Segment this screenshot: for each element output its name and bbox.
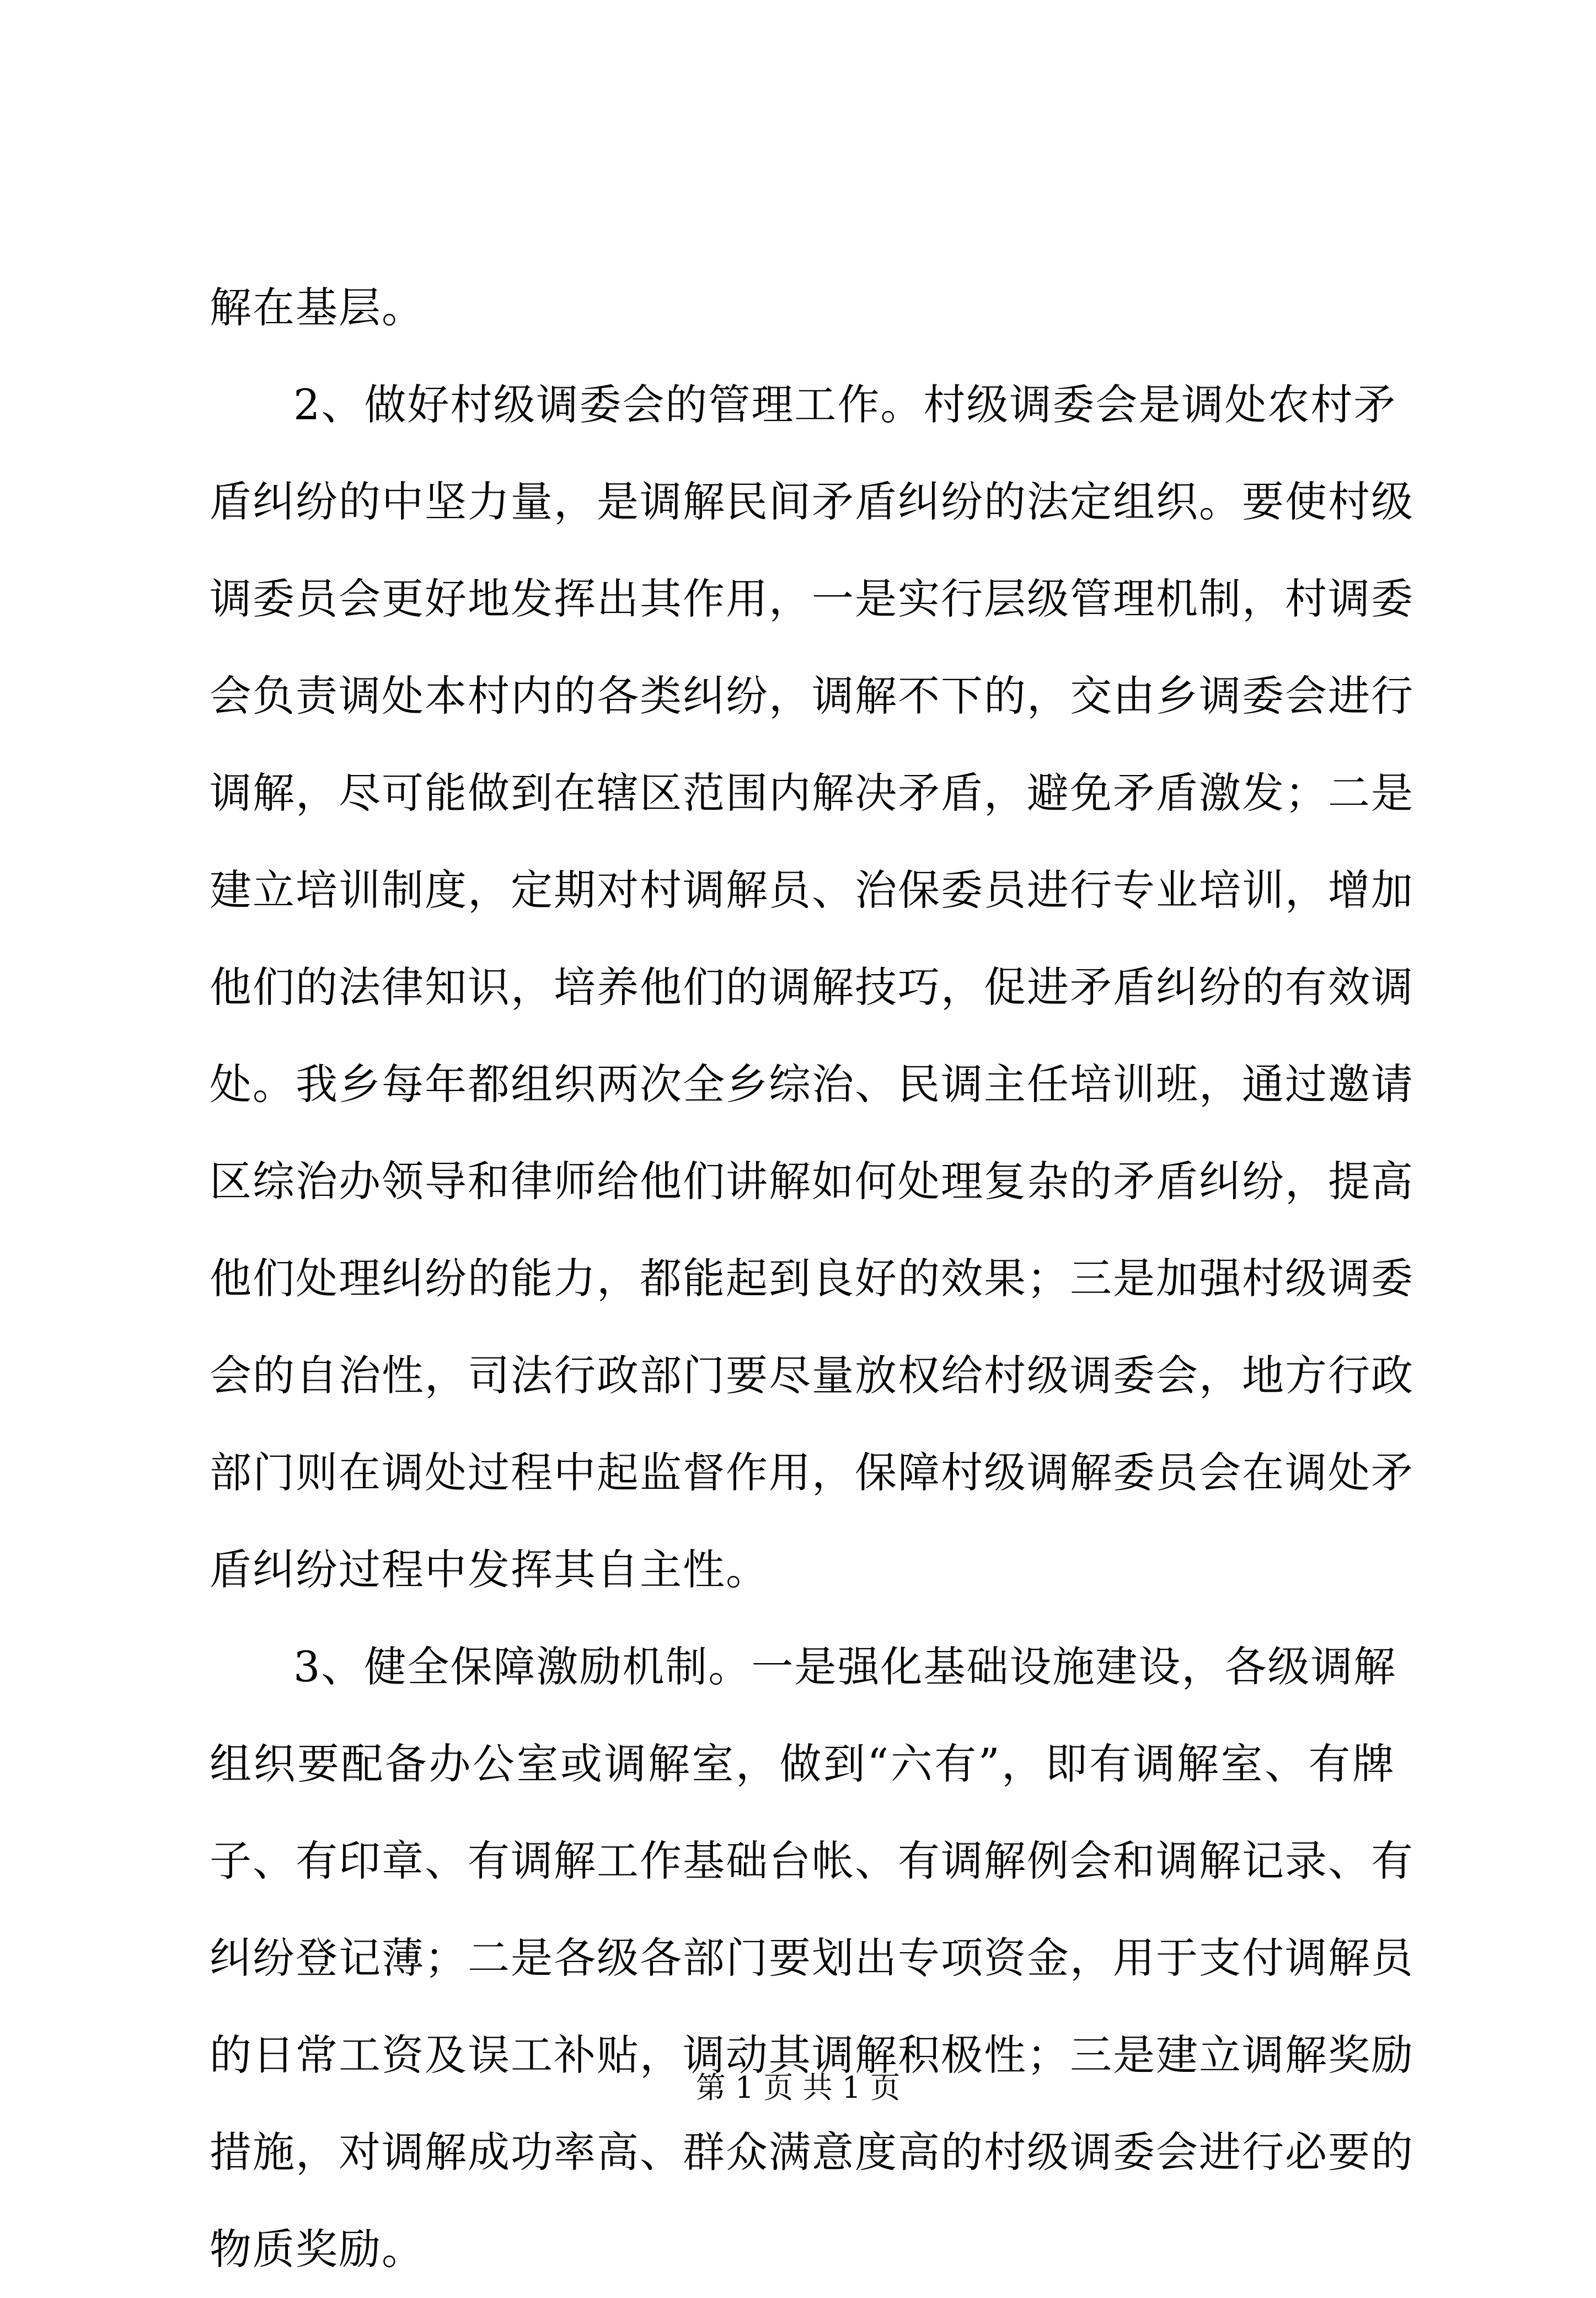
text-line: 纠纷登记薄；二是各级各部门要划出专项资金，用于支付调解员 bbox=[210, 1933, 1414, 1982]
text-line: 解在基层。 bbox=[210, 283, 425, 332]
text-line: 的日常工资及误工补贴，调动其调解积极性；三是建立调解奖励 bbox=[210, 2030, 1414, 2080]
text-line: 会负责调处本村内的各类纠纷，调解不下的，交由乡调委会进行 bbox=[210, 671, 1414, 720]
text-line: 2、做好村级调委会的管理工作。村级调委会是调处农村矛 bbox=[293, 380, 1397, 429]
page-footer: 第 1 页 共 1 页 bbox=[695, 2070, 901, 2105]
text-line: 他们的法律知识，培养他们的调解技巧，促进矛盾纠纷的有效调 bbox=[210, 963, 1414, 1012]
text-line: 物质奖励。 bbox=[210, 2225, 425, 2274]
text-line: 处。我乡每年都组织两次全乡综治、民调主任培训班，通过邀请 bbox=[210, 1060, 1414, 1109]
text-line: 措施，对调解成功率高、群众满意度高的村级调委会进行必要的 bbox=[210, 2128, 1414, 2177]
text-line: 调解，尽可能做到在辖区范围内解决矛盾，避免矛盾激发；二是 bbox=[210, 768, 1414, 817]
text-line: 盾纠纷过程中发挥其自主性。 bbox=[210, 1545, 769, 1594]
text-line: 建立培训制度，定期对村调解员、治保委员进行专业培训，增加 bbox=[210, 865, 1414, 915]
text-line: 组织要配备办公室或调解室，做到“六有”，即有调解室、有牌 bbox=[210, 1739, 1395, 1788]
text-line: 3、健全保障激励机制。一是强化基础设施建设，各级调解 bbox=[293, 1642, 1397, 1691]
text-line: 部门则在调处过程中起监督作用，保障村级调解委员会在调处矛 bbox=[210, 1448, 1414, 1497]
text-line: 盾纠纷的中坚力量，是调解民间矛盾纠纷的法定组织。要使村级 bbox=[210, 477, 1414, 526]
document-body bbox=[210, 259, 1414, 2298]
text-line: 他们处理纠纷的能力，都能起到良好的效果；三是加强村级调委 bbox=[210, 1254, 1414, 1303]
text-line: 子、有印章、有调解工作基础台帐、有调解例会和调解记录、有 bbox=[210, 1836, 1414, 1885]
text-line: 会的自治性，司法行政部门要尽量放权给村级调委会，地方行政 bbox=[210, 1351, 1414, 1400]
text-line: 调委员会更好地发挥出其作用，一是实行层级管理机制，村调委 bbox=[210, 574, 1414, 623]
text-line: 区综治办领导和律师给他们讲解如何处理复杂的矛盾纠纷，提高 bbox=[210, 1157, 1414, 1206]
